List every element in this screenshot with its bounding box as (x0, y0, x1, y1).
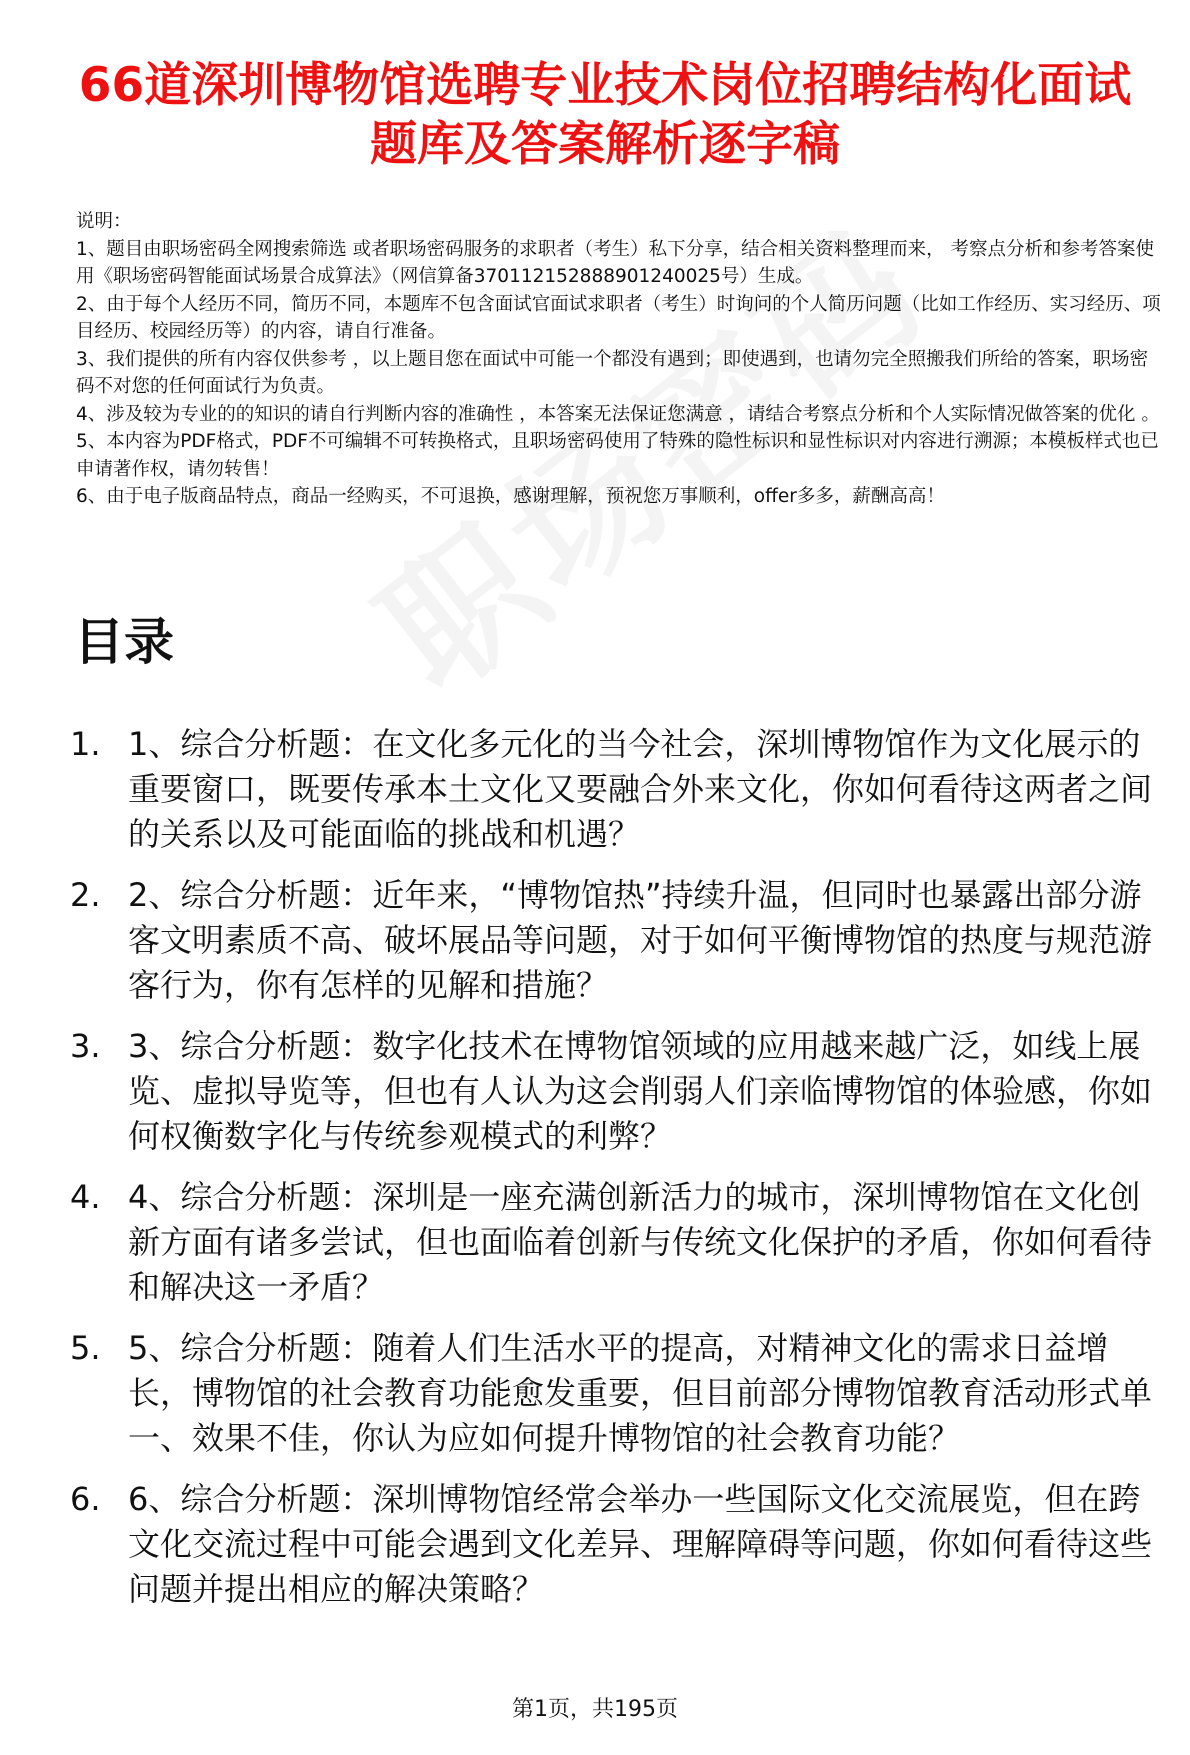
toc-item[interactable] (70, 1477, 1165, 1612)
note-item: 5、本内容为PDF格式，PDF不可编辑不可转换格式，且职场密码使用了特殊的隐性标识和显性标识对内容进行溯源；本模板样式也已申请著作权，请勿转售！ (76, 431, 1159, 480)
toc-item-number: 2. (70, 876, 101, 914)
note-item: 2、由于每个人经历不同，简历不同，本题库不包含面试官面试求职者（考生）时询问的个人简历问题（比如工作经历、实习经历、项目经历、校园经历等）的内容，请自行准备。 (76, 293, 1161, 342)
note-item: 6、由于电子版商品特点，商品一经购买，不可退换，感谢理解，预祝您万事顺利，offer多多，薪酬高高！ (76, 486, 945, 507)
toc-item-number: 6. (70, 1480, 101, 1518)
toc-item[interactable] (70, 873, 1165, 1008)
page-footer: 第1页，共195页 (512, 1697, 678, 1722)
note-item: 4、涉及较为专业的的知识的请自行判断内容的准确性 ，本答案无法保证您满意 ，请结合考察点分析和个人实际情况做答案的优化 。 (76, 403, 1160, 425)
toc-item[interactable] (70, 1024, 1165, 1159)
toc-item[interactable] (70, 1326, 1165, 1461)
toc-list (70, 722, 1165, 1628)
note-item: 1、题目由职场密码全网搜索筛选 或者职场密码服务的求职者（考生）私下分享，结合相关资料整理而来， 考察点分析和参考答案使用《职场密码智能面试场景合成算法》（网信算备370112152888901240025号）生成。 (76, 238, 1155, 287)
toc-item-number: 5. (70, 1329, 101, 1367)
toc-item-number: 3. (70, 1027, 101, 1065)
toc-item-text[interactable]: 2、综合分析题：近年来，“博物馆热”持续升温，但同时也暴露出部分游客文明素质不高、破坏展品等问题，对于如何平衡博物馆的热度与规范游客行为，你有怎样的见解和措施？ (128, 876, 1153, 1004)
document-title: 66道深圳博物馆选聘专业技术岗位招聘结构化面试题库及答案解析逐字稿 (78, 58, 1132, 172)
toc-item[interactable] (70, 1175, 1165, 1310)
toc-item-text[interactable]: 3、综合分析题：数字化技术在博物馆领域的应用越来越广泛，如线上展览、虚拟导览等，但也有人认为这会削弱人们亲临博物馆的体验感，你如何权衡数字化与传统参观模式的利弊？ (128, 1027, 1153, 1155)
toc-item-number: 4. (70, 1178, 101, 1216)
notes-heading: 说明： (76, 211, 132, 232)
toc-item-text[interactable]: 1、综合分析题：在文化多元化的当今社会，深圳博物馆作为文化展示的重要窗口，既要传承本土文化又要融合外来文化，你如何看待这两者之间的关系以及可能面临的挑战和机遇？ (128, 725, 1153, 853)
toc-item-text[interactable]: 4、综合分析题：深圳是一座充满创新活力的城市，深圳博物馆在文化创新方面有诸多尝试，但也面临着创新与传统文化保护的矛盾，你如何看待和解决这一矛盾？ (128, 1178, 1153, 1306)
notes-section (76, 208, 1166, 511)
toc-heading: 目录 (74, 613, 174, 671)
toc-item-text[interactable]: 5、综合分析题：随着人们生活水平的提高，对精神文化的需求日益增长，博物馆的社会教育功能愈发重要，但目前部分博物馆教育活动形式单一、效果不佳，你认为应如何提升博物馆的社会教育功能？ (128, 1329, 1153, 1457)
toc-item[interactable] (70, 722, 1165, 857)
toc-item-number: 1. (70, 725, 101, 763)
note-item: 3、我们提供的所有内容仅供参考 ，以上题目您在面试中可能一个都没有遇到；即使遇到，也请勿完全照搬我们所给的答案，职场密码不对您的任何面试行为负责。 (76, 348, 1149, 397)
toc-item-text[interactable]: 6、综合分析题：深圳博物馆经常会举办一些国际文化交流展览，但在跨文化交流过程中可能会遇到文化差异、理解障碍等问题，你如何看待这些问题并提出相应的解决策略？ (128, 1480, 1153, 1608)
